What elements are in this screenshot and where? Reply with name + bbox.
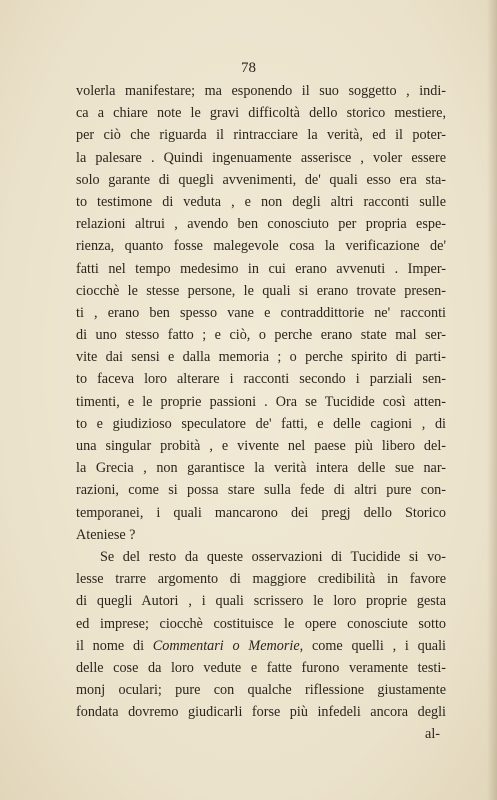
italic-title: Commentari o Memorie [152,637,300,654]
text-line: Ateniese ? [76,526,136,543]
text-line: di uno stesso fatto ; e ciò, o perche erano state mal ser- [76,327,446,344]
text-line: ca a chiare note le gravi difficoltà dello storico mestiere, [76,105,446,122]
text-line: la Grecia , non garantisce la verità intera delle sue nar- [76,460,446,477]
text-line: relazioni altrui , avendo ben conosciuto per propria espe- [76,216,446,233]
text-line: una singular probità , e vivente nel paese più libero del- [76,438,446,454]
text-line: razioni, come si possa stare sulla fede di altri pure con- [76,482,446,499]
text-line: la palesare . Quindi ingenuamente asserisce , voler essere [76,149,446,166]
body-text [76,80,446,746]
text-line: to faceva loro alterare i racconti secondo i parziali sen- [76,371,446,388]
text-line: solo garante di quegli avvenimenti, de' quali esso era sta- [76,171,446,188]
catchword: al- [425,726,440,743]
text-line: monj oculari; pure con qualche riflessione giustamente [76,682,446,699]
text-line: vite dai sensi e dalla memoria ; o perche spirito di parti- [76,349,446,366]
text-line: rienza, quanto fosse malegevole cosa la verificazione de' [76,238,446,255]
text-line: ed imprese; ciocchè costituisce le opere conosciute sotto [76,615,446,632]
text-line: timenti, e le proprie passioni . Ora se Tucidide così atten- [76,393,446,410]
text-line: per ciò che riguarda il rintracciare la verità, ed il poter- [76,127,446,144]
text-line: to e giudizioso speculatore de' fatti, e delle cagioni , di [76,415,446,432]
text-line: ciocchè le stesse persone, le quali si erano trovate presen- [76,282,446,299]
text-line: to testimone di veduta , e non degli altri racconti sulle [76,193,446,210]
text-line: fondata dovremo giudicarli forse più infedeli ancora degli [76,704,446,721]
page-edge-shadow [487,0,497,800]
text-line: lesse trarre argomento di maggiore credibilità in favore [76,571,446,588]
text-line: Se del resto da queste osservazioni di Tucidide si vo- [100,548,446,565]
text-line: di quegli Autori , i quali scrissero le loro proprie gesta [76,593,446,610]
text-line: temporanei, i quali mancarono dei pregj dello Storico [76,504,446,521]
text-line: delle cose da loro vedute e fatte furono veramente testi- [76,659,446,676]
text-line: fatti nel tempo medesimo in cui erano avvenuti . Imper- [76,260,446,277]
page-number: 78 [241,60,256,76]
text-line: ti , erano ben spesso vane e contraddittorie ne' racconti [76,304,446,321]
text-line: volerla manifestare; ma esponendo il suo soggetto , indi- [76,83,446,99]
text-line: il nome di Commentari o Memorie, come quelli , i quali [76,637,446,654]
